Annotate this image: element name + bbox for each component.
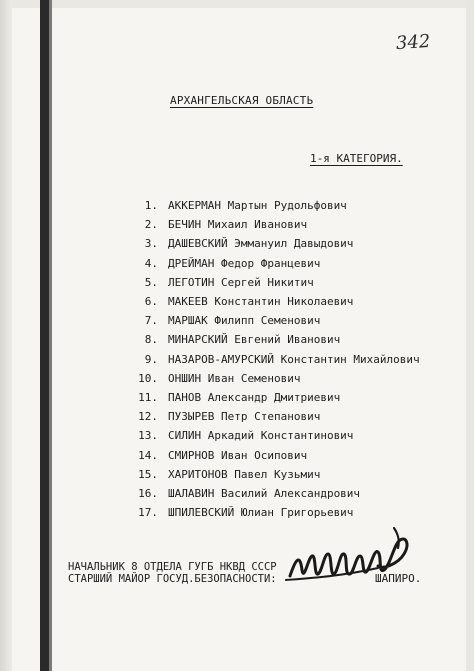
list-item-number: 2. (144, 218, 158, 232)
list-item-number: 9. (144, 352, 158, 366)
list-item-number: 6. (144, 295, 158, 308)
list-item-name: МАКЕЕВ Константин Николаевич (168, 295, 354, 308)
list-item-number: 13. (138, 429, 158, 443)
page-binding (40, 0, 49, 671)
list-item-name: ОНШИН Иван Семенович (168, 371, 301, 385)
list-item-name: ШПИЛЕВСКИЙ Юлиан Григорьевич (168, 506, 354, 520)
handwritten-signature (282, 518, 422, 598)
page-left-strip (0, 0, 12, 671)
signatory-title-line-1: НАЧАЛЬНИК 8 ОТДЕЛА ГУГБ НКВД СССР (68, 561, 277, 573)
page-right-edge (466, 0, 474, 671)
signatory-title-line-2: СТАРШИЙ МАЙОР ГОСУД.БЕЗОПАСНОСТИ: (68, 573, 277, 585)
list-item-name: МАРШАК Филипп Семенович (168, 314, 321, 328)
list-item-name: ПАНОВ Александр Дмитриевич (168, 391, 341, 404)
page-top-edge (0, 0, 474, 8)
list-item-name: ПУЗЫРЕВ Петр Степанович (168, 410, 321, 424)
list-item-name: МИНАРСКИЙ Евгений Иванович (168, 333, 341, 347)
list-item-number: 15. (138, 467, 158, 481)
list-item-number: 7. (144, 314, 158, 328)
list-item-number: 4. (144, 256, 158, 270)
list-item-number: 17. (138, 506, 158, 520)
list-item-name: НАЗАРОВ-АМУРСКИЙ Константин Михайлович (168, 352, 420, 366)
signatory-block (68, 561, 277, 585)
list-item-number: 1. (144, 199, 158, 212)
page-binding-edge (49, 0, 52, 671)
list-item-number: 10. (138, 371, 158, 385)
list-item-number: 14. (138, 448, 158, 462)
list-item-number: 3. (144, 237, 158, 251)
list-item-name: БЕЧИН Михаил Иванович (168, 218, 308, 232)
handwritten-page-number: 342 (395, 30, 432, 55)
list-item-name: СМИРНОВ Иван Осипович (168, 448, 308, 462)
category-heading: 1-я КАТЕГОРИЯ. (310, 152, 403, 165)
list-item-name: ДРЕЙМАН Федор Францевич (168, 256, 321, 270)
list-item-number: 12. (138, 410, 158, 424)
list-item-name: ДАШЕВСКИЙ Эммануил Давыдович (168, 237, 354, 251)
signatory-surname: ШАПИРО. (375, 572, 422, 585)
list-item-number: 16. (138, 487, 158, 500)
list-item-name: СИЛИН Аркадий Константинович (168, 429, 354, 443)
list-item-name: ШАЛАВИН Василий Александрович (168, 487, 361, 500)
list-item-number: 8. (144, 333, 158, 347)
list-item-number: 5. (144, 275, 158, 289)
list-item-name: ХАРИТОНОВ Павел Кузьмич (168, 467, 321, 481)
list-item-name: АККЕРМАН Мартын Рудольфович (168, 199, 347, 212)
list-item-name: ЛЕГОТИН Сергей Никитич (168, 275, 314, 289)
region-heading: АРХАНГЕЛЬСКАЯ ОБЛАСТЬ (170, 94, 314, 107)
list-item-number: 11. (138, 391, 158, 404)
